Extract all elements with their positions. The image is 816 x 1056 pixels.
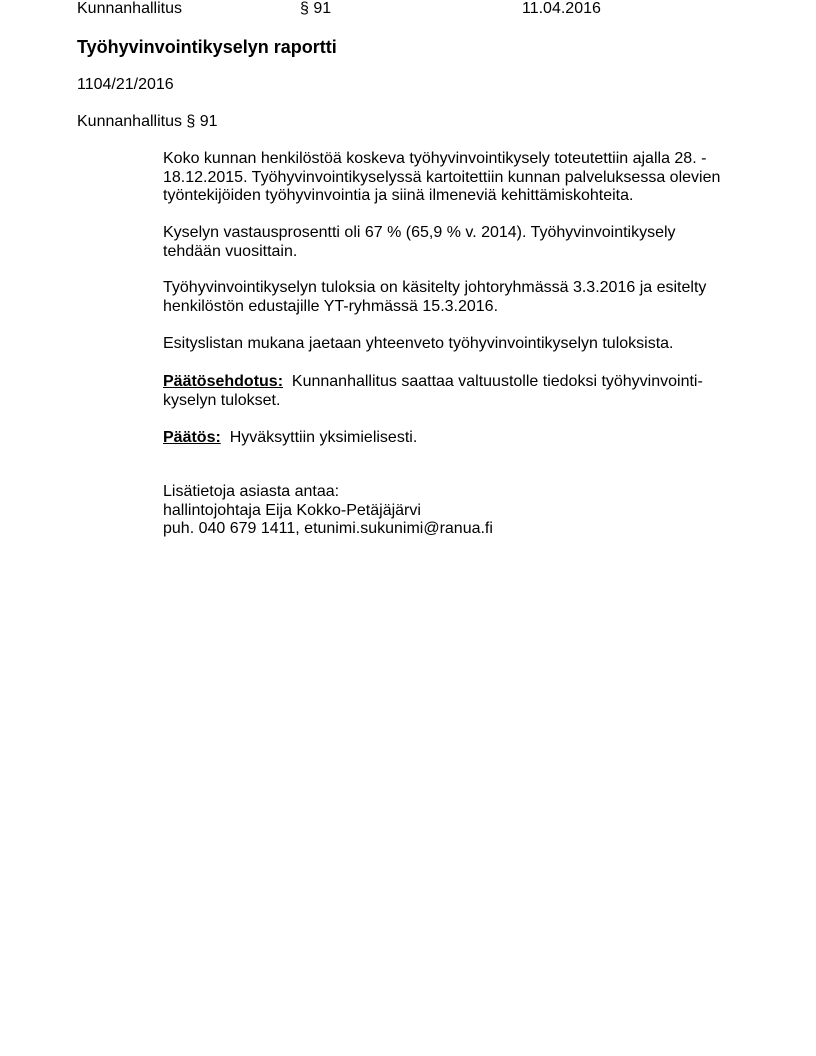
text-line: Työhyvinvointikyselyn tuloksia on käsitelty johtoryhmässä 3.3.2016 ja esitelty [163, 279, 707, 296]
text-line: Lisätietoja asiasta antaa: [163, 483, 340, 500]
text-line: hallintojohtaja Eija Kokko-Petäjäjärvi [163, 501, 421, 519]
decision-text: Hyväksyttiin yksimielisesti. [229, 429, 418, 446]
text-line: Esityslistan mukana jaetaan yhteenveto työhyvinvointikyselyn tuloksista. [163, 335, 674, 352]
text-line: henkilöstön edustajille YT-ryhmässä 15.3.2016. [163, 297, 499, 315]
text-line: kyselyn tulokset. [163, 391, 281, 409]
paragraph-summary [163, 335, 673, 354]
proposal-label: Päätösehdotus: [163, 373, 284, 390]
paragraph-results [163, 279, 706, 316]
document-title: Työhyvinvointikyselyn raportti [77, 37, 337, 57]
paragraph-response-rate [163, 224, 676, 261]
header-date: 11.04.2016 [522, 0, 601, 17]
text-line: Koko kunnan henkilöstöä koskeva työhyvinvointikysely toteutettiin ajalla 28. - [163, 150, 707, 167]
proposal [163, 373, 703, 410]
text-line: työntekijöiden työhyvinvointia ja siinä ilmeneviä kehittämiskohteita. [163, 187, 634, 204]
header-section: § 91 [300, 0, 332, 17]
proposal-text: Kunnanhallitus saattaa valtuustolle tiedoksi työhyvinvointi- [291, 373, 703, 390]
decision-label: Päätös: [163, 429, 221, 446]
text-line: 18.12.2015. Työhyvinvointikyselyssä kartoitettiin kunnan palveluksessa olevien [163, 168, 721, 186]
contact-info [163, 483, 493, 539]
header-body: Kunnanhallitus [77, 0, 182, 17]
text-line: puh. 040 679 1411, etunimi.sukunimi@ranua.fi [163, 520, 493, 537]
paragraph-survey [163, 150, 720, 206]
decision [163, 429, 417, 448]
meeting-reference: Kunnanhallitus § 91 [77, 113, 218, 130]
text-line: tehdään vuosittain. [163, 242, 298, 260]
case-number: 1104/21/2016 [77, 76, 174, 93]
text-line: Kyselyn vastausprosentti oli 67 % (65,9 % v. 2014). Työhyvinvointikysely [163, 224, 676, 241]
